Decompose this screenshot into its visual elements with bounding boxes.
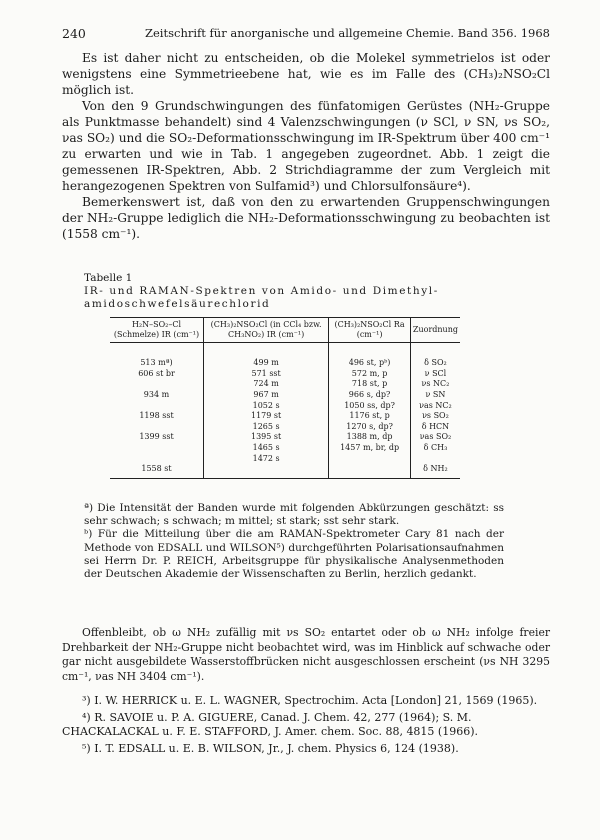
table-cell: 1457 m, br, dp — [329, 443, 411, 454]
table-cell — [110, 422, 204, 433]
table-cell: 513 mª) — [140, 358, 173, 368]
page-header — [62, 26, 550, 41]
table-row — [110, 432, 460, 443]
table-caption-line-2: amidoschwefelsäurechlorid — [84, 298, 271, 310]
table-row — [110, 464, 460, 478]
table-caption-line-1: IR- und RAMAN-Spektren von Amido- und Dimethyl- — [84, 285, 439, 297]
footnote-a: ª) Die Intensität der Banden wurde mit folgenden Abkürzungen geschätzt: ss sehr schwach; s schwach; m mittel; st stark; sst sehr stark. — [84, 502, 504, 528]
table-header-row — [110, 318, 460, 343]
table-cell — [204, 464, 329, 478]
table-cell — [110, 400, 204, 411]
spectra-table — [110, 317, 460, 479]
table-cell: 1388 m, dp — [329, 432, 411, 443]
col-header-me2nso2cl-ir: (CH₃)₂NSO₂Cl (in CCl₄ bzw. CH₃NO₂) IR (cm⁻¹) — [204, 318, 329, 343]
reference-3: ³) I. W. HERRICK u. E. L. WAGNER, Spectrochim. Acta [London] 21, 1569 (1965). — [82, 694, 538, 707]
table-cell: 1176 st, p — [329, 411, 411, 422]
table-cell: δ HCN — [410, 422, 460, 433]
table-cell: 966 s, dp? — [329, 390, 411, 401]
table-row — [110, 400, 460, 411]
table-cell: 571 sst — [204, 369, 329, 380]
table-cell: 1052 s — [204, 400, 329, 411]
table-row — [110, 411, 460, 422]
col-header-me2nso2cl-ra: (CH₃)₂NSO₂Cl Ra (cm⁻¹) — [329, 318, 411, 343]
page-number: 240 — [62, 26, 86, 41]
table-cell: δ SO₂ — [410, 343, 460, 369]
small-paragraph — [62, 626, 550, 684]
table-cell: δ NH₂ — [410, 464, 460, 478]
table-cell: 1270 s, dp? — [329, 422, 411, 433]
table-cell: 1399 sst — [139, 432, 174, 442]
paragraph-1: Es ist daher nicht zu entscheiden, ob die Molekel symmetrielos ist oder wenigstens eine Symmetrieebene hat, wie es im Falle des (CH₃)₂NSO₂Cl möglich ist. — [62, 51, 550, 97]
small-paragraph-text: Offenbleibt, ob ω NH₂ zufällig mit νs SO₂ entartet oder ob ω NH₂ infolge freier Drehbarkeit der NH₂-Gruppe nicht beobachtet wird, was im Hinblick auf schwache oder gar nicht ausgebildete Wasserstoffbrücken nicht ausgeschlossen erscheint (νs NH 3295 cm⁻¹, νas NH 3404 cm⁻¹). — [62, 626, 550, 683]
table-cell: 1050 ss, dp? — [329, 400, 411, 411]
table-cell: 1179 st — [204, 411, 329, 422]
table-row — [110, 422, 460, 433]
col-header-h2nso2cl: H₂N–SO₂–Cl (Schmelze) IR (cm⁻¹) — [110, 318, 204, 343]
table-cell: 606 st br — [138, 368, 175, 378]
table-cell — [329, 464, 411, 478]
paragraph-3: Bemerkenswert ist, daß von den zu erwartenden Gruppenschwingungen der NH₂-Gruppe lediglich die NH₂-Deformationsschwingung zu beobachten ist (1558 cm⁻¹). — [62, 195, 550, 241]
table-cell — [410, 453, 460, 464]
table-cell: 1198 sst — [139, 411, 174, 421]
table-cell: 967 m — [204, 390, 329, 401]
table-row — [110, 390, 460, 401]
table-row — [110, 443, 460, 454]
table-cell: 934 m — [143, 390, 170, 400]
table-cell: 1472 s — [204, 453, 329, 464]
table-row — [110, 379, 460, 390]
table-cell: νs SO₂ — [410, 411, 460, 422]
table-cell: δ CH₃ — [410, 443, 460, 454]
table-footnotes — [84, 502, 504, 581]
col-header-zuordnung: Zuordnung — [410, 318, 460, 343]
table-cell: νas NC₂ — [410, 400, 460, 411]
table-cell — [110, 453, 204, 464]
table-cell: 499 m — [204, 343, 329, 369]
table-body — [110, 343, 460, 479]
table-cell — [110, 379, 204, 390]
table-cell: ν SN — [410, 390, 460, 401]
table-row — [110, 369, 460, 380]
table-cell: 572 m, p — [329, 369, 411, 380]
table-cell: 496 st, pᵇ) — [329, 343, 411, 369]
table-cell: 718 st, p — [329, 379, 411, 390]
table-label: Tabelle 1 — [84, 272, 133, 284]
footnote-b: ᵇ) Für die Mitteilung über die am RAMAN-Spektrometer Cary 81 nach der Methode von EDSALL und WILSON⁵) durchgeführten Polarisationsaufnahmen sei Herrn Dr. P. REICH, Arbeitsgruppe für physikalische Analysenmethoden der Deutschen Akademie der Wissenschaften zu Berlin, herzlich gedankt. — [84, 528, 504, 581]
table-cell — [329, 453, 411, 464]
table-caption — [84, 272, 524, 311]
journal-title: Zeitschrift für anorganische und allgemeine Chemie. Band 356. 1968 — [145, 26, 550, 40]
paragraph-2: Von den 9 Grundschwingungen des fünfatomigen Gerüstes (NH₂-Gruppe als Punktmasse behandelt) sind 4 Valenzschwingungen (ν SCl, ν SN, νs SO₂, νas SO₂) und die SO₂-Deformationsschwingung im IR-Spektrum über 400 cm⁻¹ zu erwarten und wie in Tab. 1 angegeben zugeordnet. Abb. 1 zeigt die gemessenen IR-Spektren, Abb. 2 Strichdiagramme der zum Vergleich mit herangezogenen Spektren von Sulfamid³) und Chlorsulfonsäure⁴). — [62, 99, 550, 193]
table-cell: 1558 st — [110, 464, 204, 478]
table-cell: νs NC₂ — [410, 379, 460, 390]
reference-4: ⁴) R. SAVOIE u. P. A. GIGUERE, Canad. J. Chem. 42, 277 (1964); S. M. CHACKALACKAL u. F. E. STAFFORD, J. Amer. chem. Soc. 88, 4815 (1966). — [62, 710, 479, 738]
table-cell: ν SCl — [410, 369, 460, 380]
references — [62, 694, 550, 758]
reference-5: ⁵) I. T. EDSALL u. E. B. WILSON, Jr., J. chem. Physics 6, 124 (1938). — [82, 741, 459, 755]
table-cell: 724 m — [204, 379, 329, 390]
table-row — [110, 343, 460, 369]
table-cell: 1395 st — [204, 432, 329, 443]
table-cell — [110, 443, 204, 454]
table-cell: 1265 s — [204, 422, 329, 433]
table-cell: 1465 s — [204, 443, 329, 454]
main-text — [62, 50, 550, 242]
table-cell: νas SO₂ — [410, 432, 460, 443]
table-row — [110, 453, 460, 464]
